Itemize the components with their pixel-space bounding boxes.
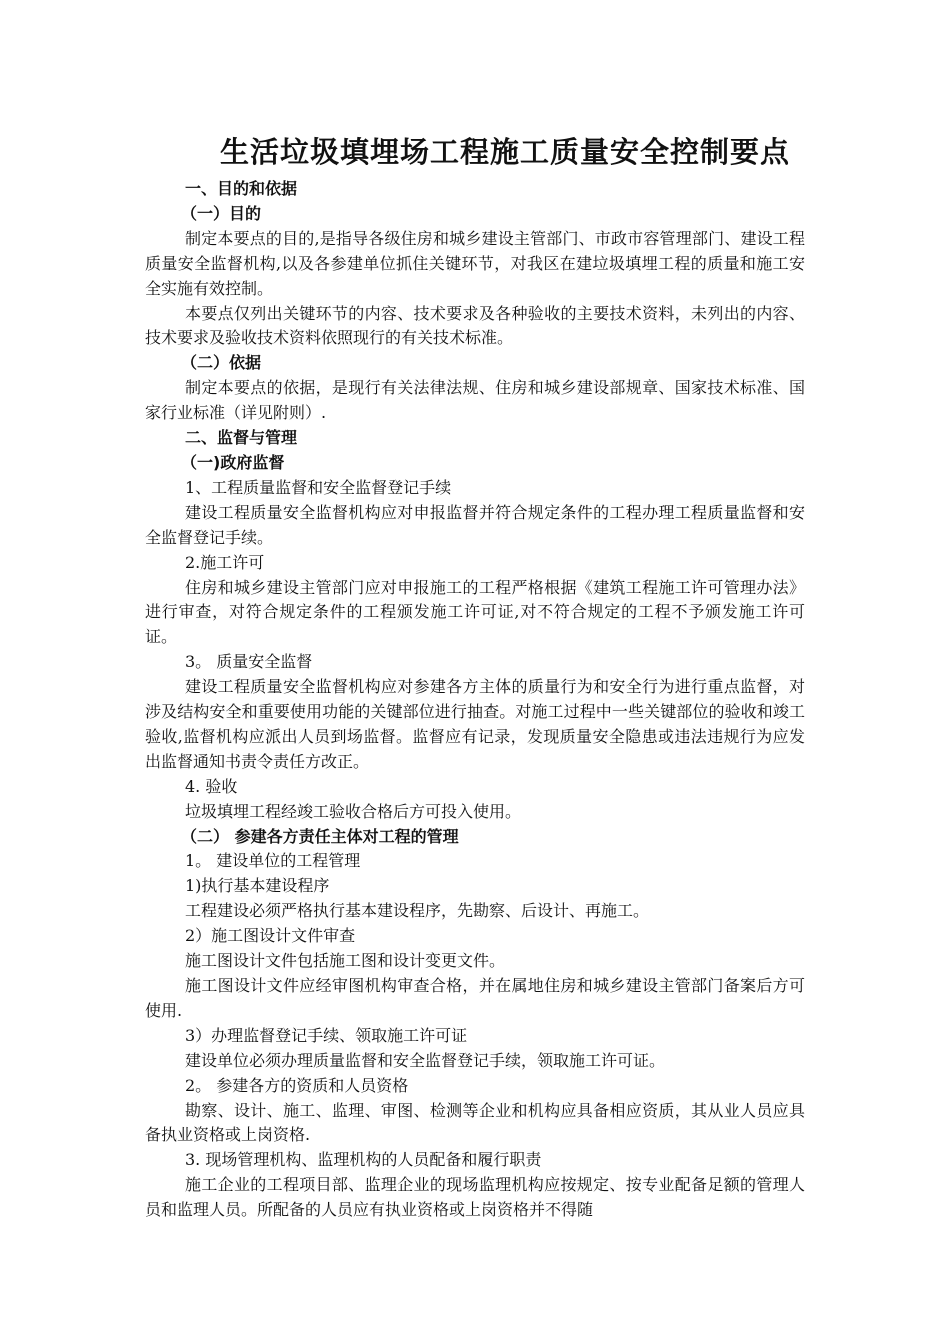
- section-heading: 二、监督与管理: [185, 428, 298, 448]
- paragraph: 施工图设计文件应经审图机构审查合格，并在属地住房和城乡建设主管部门备案后方可使用.: [145, 976, 805, 1020]
- paragraph: 施工企业的工程项目部、监理企业的现场监理机构应按规定、按专业配备足额的管理人员和监理人员。所配备的人员应有执业资格或上岗资格并不得随: [145, 1175, 805, 1220]
- paragraph: 制定本要点的目的,是指导各级住房和城乡建设主管部门、市政市容管理部门、建设工程质量安全监督机构,以及各参建单位抓住关键环节，对我区在建垃圾填埋工程的质量和施工安全实施有效控制。: [145, 228, 805, 298]
- paragraph: 建设工程质量安全监督机构应对申报监督并符合规定条件的工程办理工程质量监督和安全监督登记手续。: [145, 502, 805, 547]
- paragraph: 住房和城乡建设主管部门应对申报施工的工程严格根据《建筑工程施工许可管理办法》进行审查，对符合规定条件的工程颁发施工许可证,对不符合规定的工程不予颁发施工许可证。: [145, 577, 805, 647]
- paragraph: 建设工程质量安全监督机构应对参建各方主体的质量行为和安全行为进行重点监督，对涉及结构安全和重要使用功能的关键部位进行抽查。对施工过程中一些关键部位的验收和竣工验收,监督机构应派出人员到场监督。监督应有记录，发现质量安全隐患或违法违规行为应发出监督通知书责令责任方改正。: [145, 677, 805, 771]
- item-heading: 2。 参建各方的资质和人员资格: [185, 1075, 409, 1095]
- subsection-heading: （一）目的: [181, 203, 262, 223]
- paragraph: 建设单位必须办理质量监督和安全监督登记手续，领取施工许可证。: [185, 1050, 666, 1070]
- paragraph: 施工图设计文件包括施工图和设计变更文件。: [185, 951, 506, 971]
- section-heading: 一、目的和依据: [185, 179, 298, 198]
- item-heading: 3）办理监督登记手续、领取施工许可证: [185, 1025, 468, 1045]
- item-heading: 1)执行基本建设程序: [185, 876, 330, 896]
- subsection-heading: （一)政府监督: [181, 452, 285, 472]
- paragraph: 本要点仅列出关键环节的内容、技术要求及各种验收的主要技术资料，未列出的内容、技术要求及验收技术资料依照现行的有关技术标准。: [145, 303, 805, 348]
- item-heading: 2）施工图设计文件审查: [185, 926, 356, 946]
- item-heading: 4. 验收: [185, 776, 238, 796]
- subsection-heading: （二） 参建各方责任主体对工程的管理: [181, 826, 459, 846]
- item-heading: 3。 质量安全监督: [185, 652, 313, 672]
- document-body: [145, 177, 805, 1223]
- item-heading: 1。 建设单位的工程管理: [185, 851, 361, 871]
- paragraph: 垃圾填埋工程经竣工验收合格后方可投入使用。: [185, 801, 522, 821]
- paragraph: 制定本要点的依据，是现行有关法律法规、住房和城乡建设部规章、国家技术标准、国家行业标准（详见附则）.: [145, 378, 805, 423]
- paragraph: 勘察、设计、施工、监理、审图、检测等企业和机构应具备相应资质，其从业人员应具备执业资格或上岗资格.: [145, 1100, 805, 1145]
- document-title: 生活垃圾填埋场工程施工质量安全控制要点: [219, 135, 790, 169]
- item-heading: 2.施工许可: [185, 552, 265, 572]
- paragraph: 工程建设必须严格执行基本建设程序，先勘察、后设计、再施工。: [185, 901, 650, 921]
- item-heading: 1、工程质量监督和安全监督登记手续: [185, 477, 452, 497]
- item-heading: 3. 现场管理机构、监理机构的人员配备和履行职责: [185, 1150, 542, 1170]
- subsection-heading: （二）依据: [181, 353, 262, 373]
